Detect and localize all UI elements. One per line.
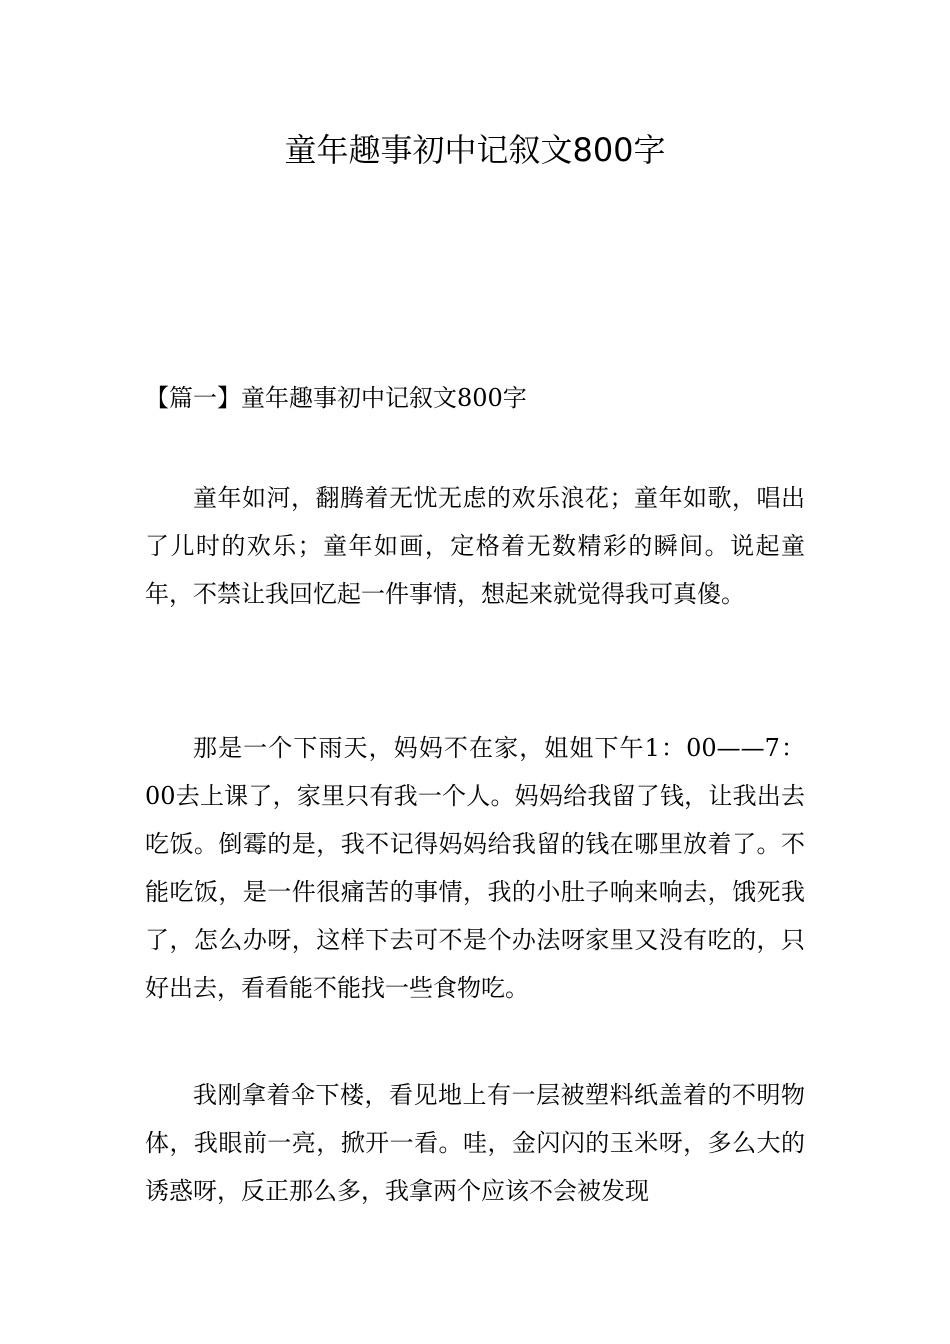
paragraph-2: 那是一个下雨天，妈妈不在家，姐姐下午1：00——7：00去上课了，家里只有我一个人。妈妈给我留了钱，让我出去吃饭。倒霉的是，我不记得妈妈给我留的钱在哪里放着了。不能吃饭，是一件很痛苦的事情，我的小肚子响来响去，饿死我了，怎么办呀，这样下去可不是个办法呀家里又没有吃的，只好出去，看看能不能找一些食物吃。	[145, 734, 805, 1002]
paragraph-3: 我刚拿着伞下楼，看见地上有一层被塑料纸盖着的不明物体，我眼前一亮，掀开一看。哇，金闪闪的玉米呀，多么大的诱惑呀，反正那么多，我拿两个应该不会被发现	[145, 1081, 805, 1205]
paragraph-1: 童年如河，翻腾着无忧无虑的欢乐浪花；童年如歌，唱出了儿时的欢乐；童年如画，定格着无数精彩的瞬间。说起童年，不禁让我回忆起一件事情，想起来就觉得我可真傻。	[145, 484, 805, 608]
section-heading: 【篇一】童年趣事初中记叙文800字	[145, 384, 527, 412]
document-title: 童年趣事初中记叙文800字	[284, 131, 666, 169]
